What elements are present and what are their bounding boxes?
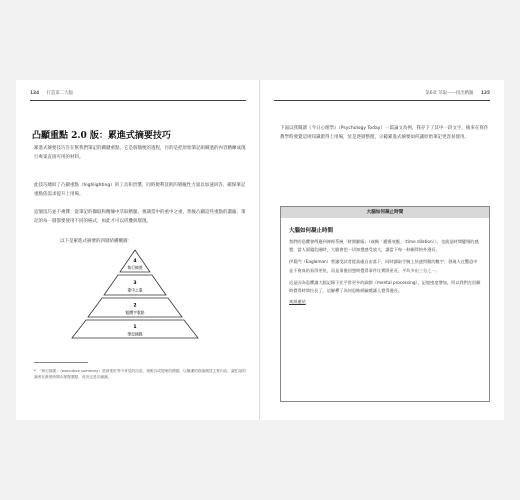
- right-intro-paragraph: 下面以我閱讀《今日心理學》（Psychology Today）一篇論文為例，我存下了其中一段文字，後來在寫作教學時發覺這則知識派得上用場，於是逐層整理，示範累進式摘要如何讓原始筆記更容易使用。: [280, 126, 489, 141]
- section-title: 凸顯重點 2.0 版：累進式摘要技巧: [32, 131, 171, 141]
- progressive-summary-pyramid: [60, 248, 210, 340]
- pyramid-num-1: 1: [133, 325, 137, 330]
- pyramid-label-4: 執行摘要: [127, 265, 143, 270]
- body-paragraph: 累進式摘要技巧旨在幫我們筆記的關鍵重點，它是個簡便的過程，目的是把原始筆記組織過的內容精練成現行專案直接可用的材料。: [34, 146, 246, 161]
- example-note-header: 大腦如何凝止時間: [281, 207, 489, 218]
- example-note-paragraph: 我們的恐懼會傳遞到神經系統「時間膨脹」（或稱「緩慢效應」（time dilation）），也就是時間變慢的感覺。當人面臨危險時，大腦會把一切知覺感受放大，讓當下每一秒顯得格外漫長。: [289, 239, 479, 253]
- source-link[interactable]: 來源連結: [289, 299, 306, 305]
- body-paragraph: 這個技巧並不複雜：從筆記的擷取和精煉中萃取精髓，強調當中的重中之重，然後凸顯這些重點的濃縮，筆記的每一層都要使用不同的格式，如此才可以折疊與層現。: [34, 210, 246, 225]
- footnote-marker: *: [34, 369, 36, 373]
- example-note-paragraph: 這是因為恐懼讓大腦記錄下比平常更多的細節（mental processing），記憶密度增加，所以我們在回顧時覺得時間拉長了，這解釋了為何恐怖經驗總讓人覺得漫長。: [289, 279, 481, 294]
- left-page: [16, 80, 260, 420]
- pyramid-num-2: 2: [133, 303, 137, 309]
- pyramid-label-3: 重中之重: [127, 287, 143, 293]
- left-page-number: 134: [30, 91, 40, 96]
- pyramid-label-2: 粗體字重點: [125, 310, 145, 315]
- right-running-head: [425, 90, 490, 96]
- example-note-title: 大腦如何凝止時間: [289, 228, 334, 234]
- left-running-head: [30, 90, 73, 96]
- pyramid-num-3: 3: [133, 281, 137, 286]
- right-page: [260, 80, 504, 420]
- example-note-box: [280, 206, 490, 402]
- pyramid-level-1: [72, 320, 198, 338]
- footnote: [34, 368, 246, 380]
- right-head-text: 第6章 萃取——找出精髓: [425, 91, 474, 96]
- footnote-rule: [34, 362, 88, 363]
- left-header-rule: [30, 100, 246, 101]
- footnote-text: 「執行摘要」（executive summary）是商業世界中常見的用語，指報告或提案的開端，以簡潔的段落概述主要內容，讓忙碌的讀者在最短時間內掌握重點，再決定是否細讀。: [34, 369, 246, 380]
- diagram-caption: 以下是累進式摘要的四層結構概圖：: [60, 239, 132, 244]
- example-note-paragraph: 伊葛門（Eagleman）曾讓受試者從高處自由落下，同時讀取手腕上快速閃動的數字，發現人在驚恐中並不會真的看得更快，而是事後回想時覺得事件比實際更長，平均多出三分之一。: [289, 259, 478, 273]
- pyramid-num-4: 4: [133, 259, 137, 264]
- pyramid-label-1: 筆記摘錄: [127, 331, 143, 337]
- pyramid-level-2: [88, 298, 182, 317]
- left-head-text: 打造第二大腦: [46, 91, 73, 96]
- pyramid-level-3: [104, 275, 166, 295]
- right-page-number: 135: [480, 91, 490, 96]
- pyramid-level-4: [120, 250, 150, 272]
- body-paragraph: 此技巧總結了凸顯重點（highlighting）的工具和習慣，同時便利技術的層級性力量以加速回答，確保筆記重點依需求提升上用場。: [34, 183, 246, 198]
- right-header-rule: [274, 100, 490, 101]
